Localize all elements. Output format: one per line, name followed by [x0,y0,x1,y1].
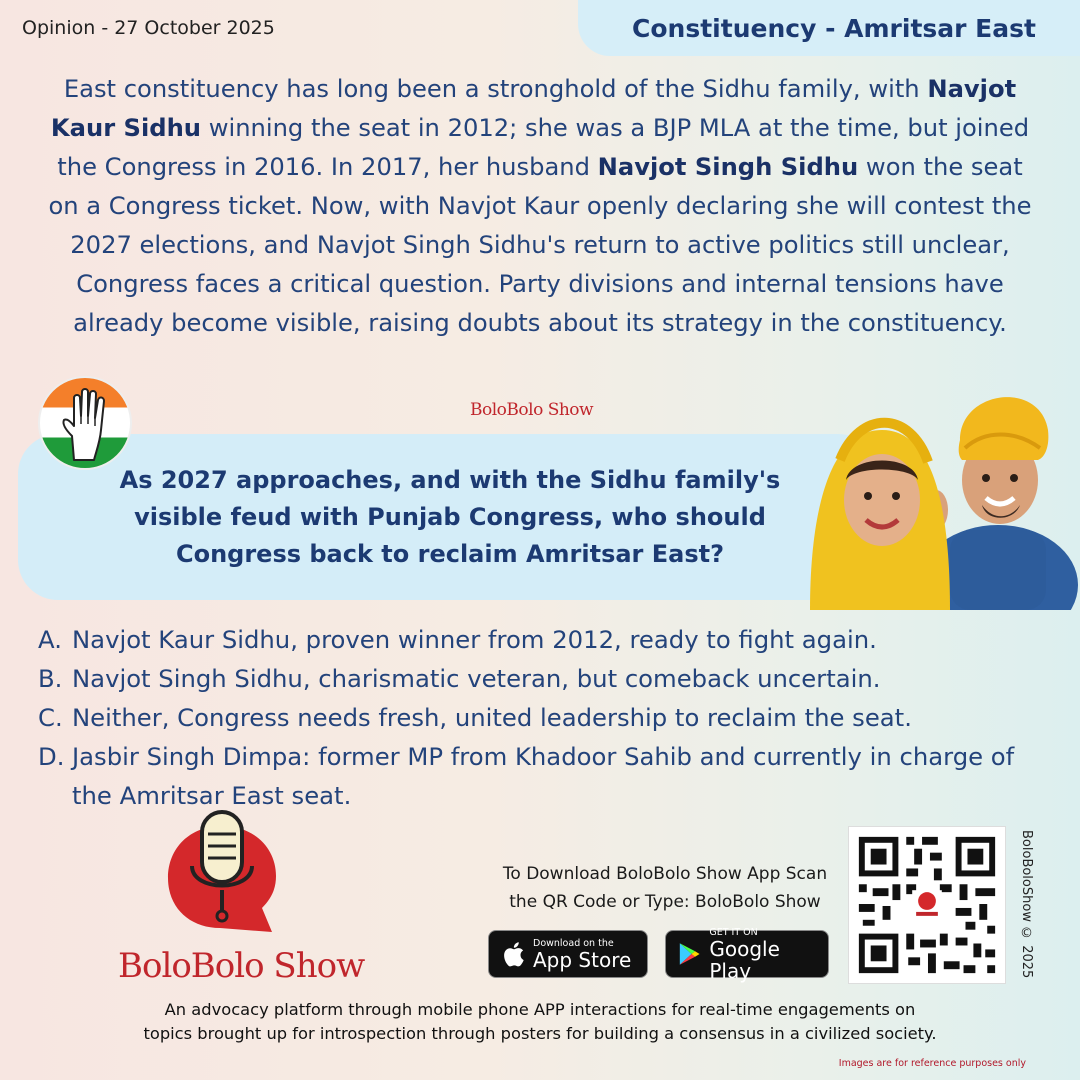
intro-text-2: winning the seat in 2012; she was a BJP MLA at the time, but joined the Congress in 2016. In 2017, her husband [57,114,1030,181]
title-banner [578,0,1080,56]
app-store-button[interactable] [488,930,648,978]
intro-name-navjot-singh: Navjot Singh Sidhu [597,153,859,181]
footer-tagline [20,998,1060,1046]
congress-hand-icon [38,376,132,470]
constituency-title: Constituency - Amritsar East [632,13,1036,43]
download-line-1: To Download BoloBolo Show App Scan [502,864,828,884]
app-store-small-label: Download on the [533,937,614,949]
date-label: Opinion - 27 October 2025 [22,17,275,39]
option-text: Jasbir Singh Dimpa: former MP from Khadoor Sahib and currently in charge of the Amritsar East seat. [72,742,1015,810]
google-play-button[interactable] [665,926,829,983]
brand-wordmark-large: BoloBolo Show [118,946,365,986]
intro-text-1: East constituency has long been a stronghold of the Sidhu family, with [63,75,928,103]
poll-question: As 2027 approaches, and with the Sidhu family's visible feud with Punjab Congress, who should Congress back to reclaim Amritsar East? [119,466,781,568]
intro-paragraph [40,70,1040,343]
footer-line-1: An advocacy platform through mobile phone APP interactions for real-time engagements on [164,1000,916,1019]
option-letter: D. [38,742,65,771]
microphone-icon [162,808,282,938]
option-text: Neither, Congress needs fresh, united leadership to reclaim the seat. [72,703,912,732]
option-text: Navjot Kaur Sidhu, proven winner from 2012, ready to fight again. [72,625,877,654]
option-text: Navjot Singh Sidhu, charismatic veteran, but comeback uncertain. [72,664,881,693]
google-play-label: Google Play [709,936,780,983]
footer-line-2: topics brought up for introspection through posters for building a consensus in a civilized society. [143,1024,937,1043]
google-play-icon [678,940,701,968]
download-instructions [470,860,860,916]
download-line-2: the QR Code or Type: BoloBolo Show [509,892,821,912]
option-a[interactable] [38,620,1038,659]
option-letter: C. [38,703,63,732]
option-letter: A. [38,625,62,654]
poll-options [38,620,1038,815]
qr-code[interactable] [848,826,1006,984]
intro-name-navjot-kaur: Navjot Kaur Sidhu [50,75,1017,142]
intro-text-3: won the seat on a Congress ticket. Now, with Navjot Kaur openly declaring she will contest the 2027 elections, and Navjot Singh Sidhu's return to active politics still unclear, Congress faces a critical question. Party divisions and internal tensions have already become visible, raising doubts about its strategy in the constituency. [48,153,1032,337]
app-store-label: App Store [533,947,632,972]
option-c[interactable] [38,698,1038,737]
sidhu-couple-illustration [800,370,1080,610]
option-letter: B. [38,664,63,693]
apple-icon [501,940,525,968]
option-d[interactable] [38,737,1038,815]
image-disclaimer: Images are for reference purposes only [838,1058,1026,1069]
brand-wordmark-small: BoloBolo Show [470,400,594,420]
option-b[interactable] [38,659,1038,698]
google-play-small-label: GET IT ON [709,926,758,938]
copyright-credit: BoloBoloShow © 2025 [1019,830,1034,979]
